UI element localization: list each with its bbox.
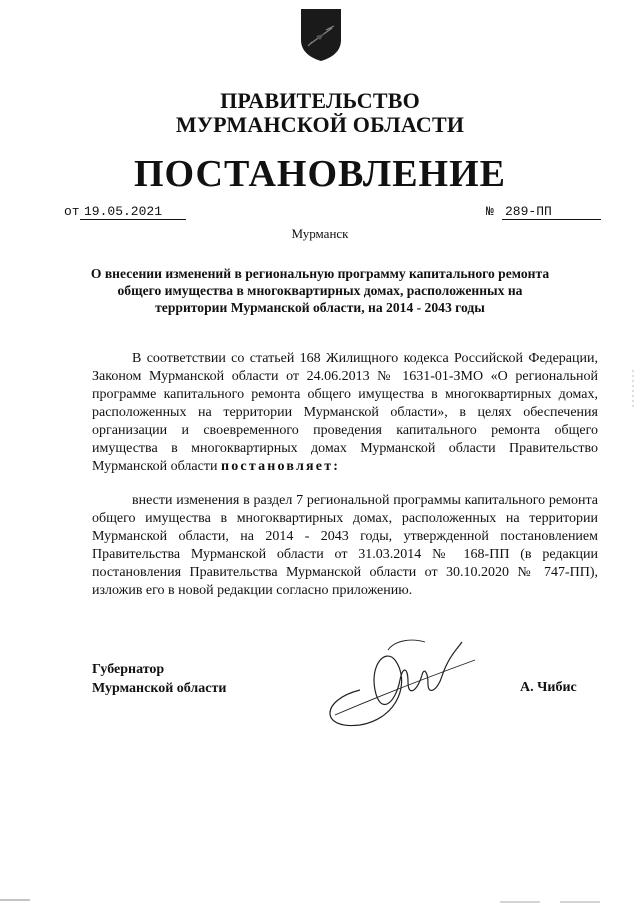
- paragraph-1-text: В соответствии со статьей 168 Жилищного кодекса Российской Федерации, Законом Мурманской области от 24.06.2013 № 1631-01-ЗМО «О региональной программе капитального ремонта общего имущества в многоквартирных домах, расположенных на территории Мурманской области», в целях обеспечения организации и своевременного проведения капитального ремонта общего имущества в многоквартирных домах Мурманской области Правительство Мурманской области: [92, 351, 598, 474]
- document-type-title: ПОСТАНОВЛЕНИЕ: [133, 153, 507, 195]
- document-date: 19.05.2021: [80, 204, 186, 220]
- government-name-line2: МУРМАНСКОЙ ОБЛАСТИ: [175, 112, 465, 137]
- city: Мурманск: [291, 226, 349, 241]
- signatory-name: А. Чибис: [520, 680, 577, 695]
- body-paragraph-1: [92, 350, 598, 476]
- margin-scan-mark: [630, 370, 636, 410]
- bottom-scan-marks: [0, 890, 640, 905]
- number-label: №: [486, 204, 494, 219]
- handwritten-signature: [300, 620, 500, 740]
- document-subject: О внесении изменений в региональную программу капитального ремонта общего имущества в многоквартирных домах, расположенных на территории Мурманской области, на 2014 - 2043 годы: [90, 266, 550, 315]
- signatory-role: [92, 660, 226, 698]
- body-paragraph-2: внести изменения в раздел 7 региональной программы капитального ремонта общего имущества в многоквартирных домах, расположенных на территории Мурманской области, на 2014 - 2043 годы, утвержденной постановлением Правительства Мурманской области от 31.03.2014 № 168-ПП (в редакции постановления Правительства Мурманской области от 30.10.2020 № 747-ПП), изложив его в новой редакции согласно приложению.: [92, 493, 598, 598]
- resolves-word: постановляет:: [220, 459, 341, 474]
- signatory-role-line2: Мурманской области: [92, 681, 227, 696]
- signatory-role-line1: Губернатор: [92, 662, 165, 677]
- document-number: 289-ПП: [502, 204, 601, 220]
- coat-of-arms-icon: [298, 6, 344, 62]
- date-label: от: [64, 204, 80, 219]
- government-name-line1: ПРАВИТЕЛЬСТВО: [220, 88, 420, 113]
